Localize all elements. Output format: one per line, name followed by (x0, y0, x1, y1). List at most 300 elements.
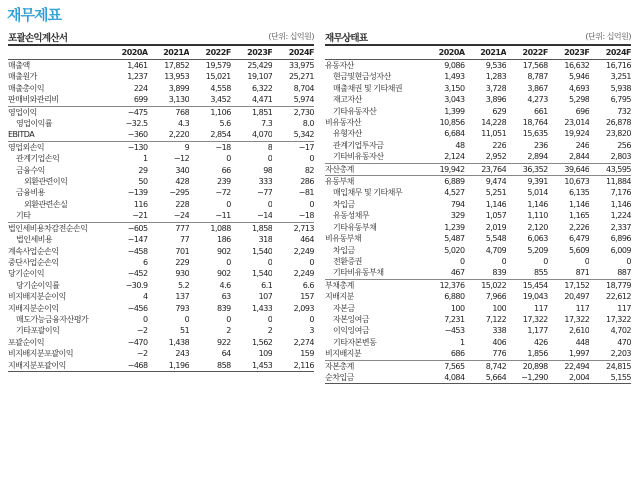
cell-value: 3,043 (444, 95, 465, 105)
row-label: 자산총계 (325, 163, 423, 175)
cell-value: 5,938 (610, 83, 631, 93)
cell-value: −360 (127, 130, 148, 140)
row-label: 계속사업순손익 (8, 246, 59, 256)
cell-value: 1,461 (127, 61, 148, 70)
cell-value: 36,352 (506, 163, 548, 175)
table-row (325, 325, 631, 336)
row-label: 금융수익 (16, 165, 45, 175)
cell-value: 0 (143, 314, 148, 324)
cell-value: 0 (309, 257, 314, 267)
cell-value: 63 (221, 292, 231, 302)
row-label: 기타 (16, 211, 31, 221)
cell-value: −456 (127, 303, 148, 313)
cell-value: 340 (175, 165, 190, 175)
table-row (8, 106, 314, 118)
cell-value: 1,399 (444, 106, 465, 116)
cell-value: 5,974 (293, 95, 314, 105)
cell-value: 17,852 (164, 61, 190, 70)
cell-value: 6,322 (251, 83, 273, 93)
cell-value: 15,635 (522, 129, 548, 139)
cell-value: 5,664 (465, 372, 507, 384)
table-row (8, 348, 314, 359)
cell-value: 82 (304, 165, 314, 175)
cell-value: 117 (617, 303, 631, 313)
table-row (325, 279, 631, 291)
row-label: 기타유동자산 (333, 106, 377, 116)
cell-value: −2 (136, 326, 148, 336)
cell-value: 8.0 (302, 119, 314, 129)
cell-value: −147 (127, 235, 148, 245)
cell-value: −475 (106, 106, 148, 118)
cell-value: −452 (127, 269, 148, 279)
cell-value: 12,376 (423, 279, 465, 291)
cell-value: 7,966 (485, 292, 507, 302)
cell-value: −30.9 (125, 280, 148, 290)
table-row (8, 60, 314, 72)
cell-value: 19,924 (564, 129, 590, 139)
cell-value: 239 (217, 177, 231, 187)
cell-value: 0 (226, 154, 231, 164)
cell-value: 23,764 (465, 163, 507, 175)
table-row (8, 165, 314, 176)
table-row (8, 325, 314, 336)
cell-value: 3 (309, 326, 314, 336)
table-row (8, 94, 314, 106)
cell-value: 3,728 (485, 83, 507, 93)
cell-value: 428 (175, 177, 190, 187)
row-label: 외환관련손실 (24, 199, 68, 209)
cell-value: 5,298 (568, 95, 590, 105)
cell-value: 17,568 (522, 61, 548, 70)
cell-value: 338 (492, 326, 507, 336)
row-label: 기타자본변동 (333, 337, 377, 347)
cell-value: 228 (175, 199, 190, 209)
cell-value: 732 (617, 106, 631, 116)
table-row (325, 83, 631, 94)
cell-value: 0 (309, 314, 314, 324)
row-label: 판매비와관리비 (8, 95, 59, 105)
cell-value: 871 (575, 268, 590, 278)
row-label: 지배지분 (325, 292, 354, 302)
cell-value: 7,565 (423, 360, 465, 372)
cell-value: 157 (300, 292, 314, 302)
cell-value: −139 (127, 188, 148, 198)
cell-value: −32.5 (125, 119, 148, 129)
table-row (325, 267, 631, 279)
table-row (325, 245, 631, 256)
cell-value: 6,063 (527, 234, 548, 244)
table-row (325, 117, 631, 128)
cell-value: 701 (175, 246, 190, 256)
cell-value: 0 (226, 314, 231, 324)
row-label: 유형자산 (333, 129, 362, 139)
cell-value: 26,878 (606, 118, 631, 128)
cell-value: 2 (267, 326, 273, 336)
balance-col-header: 2020A (423, 46, 465, 60)
cell-value: 0 (460, 256, 465, 266)
cell-value: 1,562 (251, 337, 273, 347)
table-row (8, 337, 314, 348)
cell-value: −605 (106, 222, 148, 234)
cell-value: 6,795 (610, 95, 631, 105)
cell-value: −458 (127, 246, 148, 256)
cell-value: 4.3 (177, 119, 190, 129)
cell-value: 19,579 (205, 61, 231, 70)
cell-value: 1,110 (527, 211, 548, 221)
table-row (325, 140, 631, 151)
row-label: 매도가능금융자산평가 (16, 314, 89, 324)
cell-value: 14,228 (481, 118, 507, 128)
cell-value: 699 (133, 95, 148, 105)
row-label: 지배지분순이익 (8, 303, 59, 313)
cell-value: 8,787 (527, 72, 548, 82)
row-label: 법인세비용 (16, 235, 53, 245)
cell-value: 4,558 (210, 83, 231, 93)
table-row (325, 222, 631, 233)
table-row (8, 153, 314, 164)
income-statement-panel (8, 30, 314, 372)
cell-value: −24 (173, 211, 190, 221)
cell-value: 6.6 (302, 280, 314, 290)
cell-value: 100 (450, 303, 465, 313)
row-label: 매입채무 및 기타채무 (333, 188, 403, 198)
cell-value: 426 (534, 337, 548, 347)
cell-value: 19,942 (423, 163, 465, 175)
cell-value: 902 (217, 246, 231, 256)
cell-value: 1,146 (485, 199, 507, 209)
cell-value: 224 (133, 83, 148, 93)
row-label: 전환증권 (333, 256, 362, 266)
cell-value: 0 (267, 314, 273, 324)
cell-value: 4,084 (423, 372, 465, 384)
income-col-header: 2023F (231, 46, 273, 60)
cell-value: 17,322 (522, 314, 548, 324)
row-label: 영업이익 (8, 106, 106, 118)
cell-value: 8,704 (293, 83, 314, 93)
cell-value: 0 (267, 154, 273, 164)
cell-value: 0 (584, 256, 590, 266)
balance-col-header: 2021A (465, 46, 507, 60)
income-statement-title: 포괄손익계산서 (8, 33, 68, 44)
cell-value: 10,856 (439, 118, 465, 128)
table-row (8, 176, 314, 187)
cell-value: 6,479 (568, 234, 590, 244)
cell-value: 9,536 (485, 61, 507, 70)
cell-value: 1,146 (527, 199, 548, 209)
table-row (325, 71, 631, 82)
row-label: 관계기업손익 (16, 154, 60, 164)
income-statement-table (8, 46, 314, 372)
row-label: 자본총계 (325, 360, 423, 372)
cell-value: 2,004 (548, 372, 590, 384)
table-row (8, 280, 314, 291)
cell-value: 661 (534, 106, 548, 116)
table-row (8, 83, 314, 94)
cell-value: 19,043 (522, 292, 548, 302)
cell-value: 793 (175, 303, 190, 313)
table-row (8, 314, 314, 325)
cell-value: 1,057 (485, 211, 507, 221)
cell-value: 2,220 (168, 130, 190, 140)
cell-value: 696 (575, 106, 590, 116)
table-row (8, 222, 314, 234)
cell-value: 1,146 (610, 199, 631, 209)
cell-value: 22,494 (548, 360, 590, 372)
row-label: 당기순이익률 (16, 280, 60, 290)
cell-value: −11 (215, 211, 231, 221)
cell-value: −1,290 (506, 372, 548, 384)
cell-value: 39,646 (548, 163, 590, 175)
cell-value: 902 (217, 269, 231, 279)
row-label: 현금및현금성자산 (333, 72, 391, 82)
cell-value: 3,867 (527, 83, 548, 93)
cell-value: 922 (217, 337, 231, 347)
cell-value: 0 (267, 257, 273, 267)
cell-value: 0 (184, 314, 190, 324)
table-row (8, 268, 314, 279)
cell-value: −77 (256, 188, 273, 198)
cell-value: 8 (231, 141, 273, 153)
table-row (325, 348, 631, 360)
cell-value: 2,844 (568, 152, 590, 162)
cell-value: 2,249 (293, 246, 314, 256)
row-label: 매출원가 (8, 72, 37, 82)
row-label: 중단사업순손익 (8, 257, 59, 267)
cell-value: 1,453 (231, 360, 273, 372)
row-label: 유동부채 (325, 176, 423, 188)
cell-value: 159 (300, 349, 314, 359)
balance-sheet-title: 재무상태표 (325, 33, 368, 44)
cell-value: 6.1 (261, 280, 273, 290)
cell-value: 116 (133, 199, 148, 209)
cell-value: 768 (148, 106, 190, 118)
income-statement-header (8, 30, 314, 46)
cell-value: 777 (148, 222, 190, 234)
cell-value: 23,820 (606, 129, 631, 139)
row-label: 차입금 (333, 199, 355, 209)
cell-value: 19,107 (247, 72, 273, 82)
cell-value: 1,239 (444, 222, 465, 232)
table-row (8, 234, 314, 245)
cell-value: 4,693 (568, 83, 590, 93)
cell-value: 6,889 (423, 176, 465, 188)
cell-value: 11,051 (481, 129, 507, 139)
balance-sheet-unit: (단위: 십억원) (585, 32, 631, 41)
cell-value: 0 (309, 154, 314, 164)
cell-value: 24,815 (589, 360, 631, 372)
cell-value: −18 (189, 141, 231, 153)
table-row (8, 246, 314, 257)
cell-value: 0 (267, 199, 273, 209)
cell-value: 2,610 (568, 326, 590, 336)
cell-value: 100 (492, 303, 507, 313)
cell-value: 1,146 (568, 199, 590, 209)
cell-value: 4.6 (219, 280, 231, 290)
cell-value: 2,894 (527, 152, 548, 162)
row-label: 비유동자산 (325, 118, 362, 128)
cell-value: 0 (626, 256, 631, 266)
cell-value: 5,020 (444, 245, 465, 255)
income-col-header: 2022F (189, 46, 231, 60)
row-label: 매출채권 및 기타채권 (333, 83, 403, 93)
row-label: 기타유동부채 (333, 222, 377, 232)
cell-value: 5,946 (568, 72, 590, 82)
table-row (325, 128, 631, 139)
cell-value: 7,231 (444, 314, 465, 324)
cell-value: 17,152 (548, 279, 590, 291)
cell-value: 4,471 (251, 95, 273, 105)
table-row (325, 106, 631, 117)
row-label: 매출액 (8, 61, 30, 70)
cell-value: 0 (501, 256, 507, 266)
cell-value: 6 (143, 257, 148, 267)
cell-value: 5.6 (219, 119, 231, 129)
cell-value: 1 (143, 154, 148, 164)
cell-value: −130 (106, 141, 148, 153)
cell-value: 1,237 (127, 72, 148, 82)
row-label: 자본잉여금 (333, 314, 370, 324)
cell-value: 3,251 (610, 72, 631, 82)
row-label: 이익잉여금 (333, 326, 370, 336)
cell-value: 43,595 (589, 163, 631, 175)
cell-value: 5,548 (485, 234, 507, 244)
cell-value: 236 (534, 140, 548, 150)
cell-value: 3,452 (210, 95, 231, 105)
cell-value: 2,124 (444, 152, 465, 162)
table-row (8, 210, 314, 222)
cell-value: 15,021 (205, 72, 231, 82)
table-row (325, 151, 631, 163)
table-row (325, 210, 631, 221)
cell-value: 9,391 (506, 176, 548, 188)
cell-value: 1,540 (251, 246, 273, 256)
cell-value: 5,487 (444, 234, 465, 244)
cell-value: 11,884 (589, 176, 631, 188)
cell-value: 930 (175, 269, 190, 279)
cell-value: 855 (534, 268, 548, 278)
cell-value: 5,209 (527, 245, 548, 255)
cell-value: 2 (226, 326, 231, 336)
cell-value: 9,474 (465, 176, 507, 188)
cell-value: 18,779 (589, 279, 631, 291)
table-row (8, 71, 314, 82)
row-label: 비지배지분 (325, 349, 362, 359)
cell-value: 2,854 (210, 130, 231, 140)
row-label: 기타비유동부채 (333, 268, 384, 278)
row-label: 외환관련이익 (24, 177, 68, 187)
cell-value: 4,070 (251, 130, 273, 140)
cell-value: 22,612 (606, 292, 631, 302)
table-row (325, 372, 631, 384)
cell-value: −18 (298, 211, 314, 221)
cell-value: 186 (217, 235, 231, 245)
table-row (325, 256, 631, 267)
cell-value: 7,176 (610, 188, 631, 198)
cell-value: 137 (175, 292, 190, 302)
cell-value: 117 (575, 303, 590, 313)
cell-value: 8,742 (465, 360, 507, 372)
cell-value: 2,730 (272, 106, 314, 118)
cell-value: 0 (226, 257, 231, 267)
cell-value: −468 (106, 360, 148, 372)
cell-value: 2,337 (610, 222, 631, 232)
balance-col-header: 2023F (548, 46, 590, 60)
cell-value: 20,497 (564, 292, 590, 302)
cell-value: 98 (263, 165, 273, 175)
row-label: 순차입금 (325, 372, 423, 384)
cell-value: 17,322 (564, 314, 590, 324)
row-label: 포괄순이익 (8, 337, 45, 347)
cell-value: 2,226 (568, 222, 590, 232)
cell-value: −17 (272, 141, 314, 153)
table-row (325, 360, 631, 372)
cell-value: 6,684 (444, 129, 465, 139)
cell-value: −453 (444, 326, 465, 336)
cell-value: 1,088 (189, 222, 231, 234)
cell-value: 839 (492, 268, 507, 278)
row-label: 재고자산 (333, 95, 362, 105)
cell-value: 5,609 (568, 245, 590, 255)
cell-value: 6,896 (610, 234, 631, 244)
row-label: 비유동부채 (325, 234, 362, 244)
table-row (8, 360, 314, 372)
cell-value: 2,120 (527, 222, 548, 232)
cell-value: 6,135 (568, 188, 590, 198)
row-label: 금융비용 (16, 188, 45, 198)
cell-value: 1,856 (527, 349, 548, 359)
cell-value: 1,493 (444, 72, 465, 82)
cell-value: 1,224 (610, 211, 631, 221)
cell-value: 0 (226, 199, 231, 209)
cell-value: 9 (148, 141, 190, 153)
table-row (8, 129, 314, 141)
row-label: 기타비유동자산 (333, 152, 384, 162)
cell-value: 33,975 (289, 61, 314, 70)
cell-value: 2,116 (272, 360, 314, 372)
cell-value: 25,271 (289, 72, 314, 82)
cell-value: 6,009 (610, 245, 631, 255)
row-label: 지배지분포괄이익 (8, 360, 106, 372)
cell-value: −81 (298, 188, 314, 198)
cell-value: 1,438 (168, 337, 190, 347)
balance-sheet-header (325, 30, 631, 46)
cell-value: 2,713 (272, 222, 314, 234)
balance-sheet-table (325, 46, 631, 384)
income-col-header: 2021A (148, 46, 190, 60)
row-label: 영업외손익 (8, 141, 106, 153)
balance-col-header: 2022F (506, 46, 548, 60)
cell-value: 629 (492, 106, 507, 116)
cell-value: 887 (617, 268, 631, 278)
cell-value: 109 (258, 349, 273, 359)
cell-value: 16,716 (606, 61, 631, 70)
table-row (8, 187, 314, 198)
cell-value: 686 (450, 349, 465, 359)
table-row (325, 233, 631, 244)
income-col-header: 2020A (106, 46, 148, 60)
table-row (8, 291, 314, 302)
cell-value: 51 (180, 326, 190, 336)
cell-value: 246 (575, 140, 590, 150)
table-row (8, 118, 314, 129)
cell-value: 4 (143, 292, 148, 302)
cell-value: 3,150 (444, 83, 465, 93)
cell-value: 1,165 (568, 211, 590, 221)
cell-value: 286 (300, 177, 314, 187)
row-label: 법인세비용차감전순손익 (8, 222, 106, 234)
cell-value: 15,454 (506, 279, 548, 291)
cell-value: 448 (575, 337, 590, 347)
